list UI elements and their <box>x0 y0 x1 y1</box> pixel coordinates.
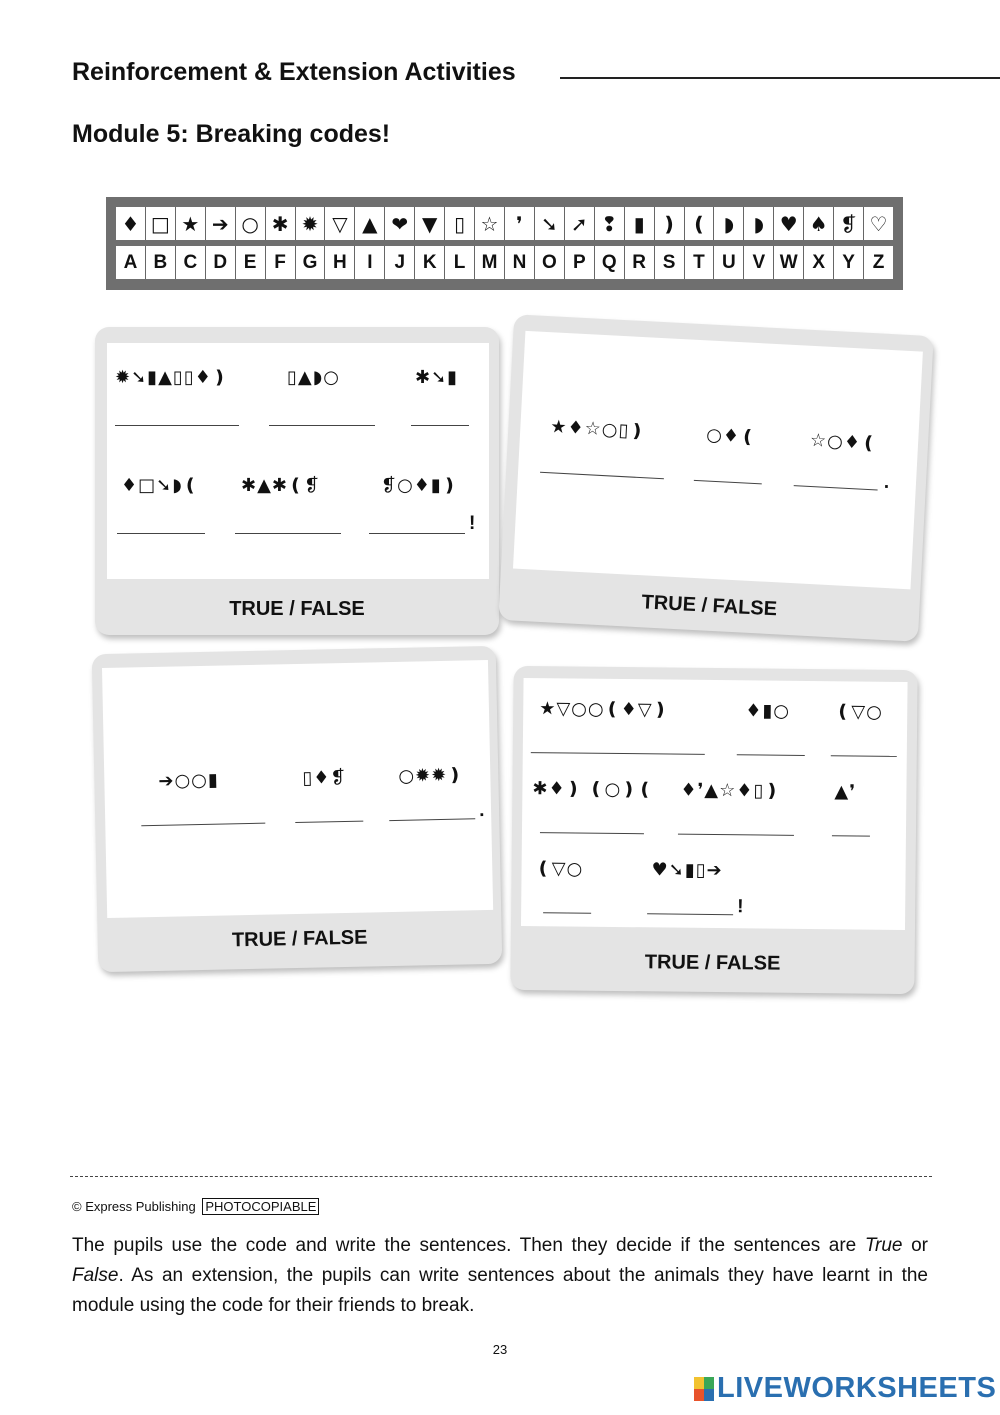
true-word: True <box>864 1235 903 1256</box>
module-title: Module 5: Breaking codes! <box>72 120 391 148</box>
code-symbol-cell: ▲ <box>355 207 385 240</box>
code-letter-cell: L <box>445 246 475 279</box>
logo-block <box>704 1377 714 1389</box>
answer-blank[interactable] <box>389 818 475 821</box>
code-symbol-cell: ❢ <box>595 207 625 240</box>
true-false-label[interactable]: TRUE / FALSE <box>229 598 365 620</box>
logo-block <box>704 1389 714 1401</box>
code-letter-cell: E <box>236 246 266 279</box>
copyright-text: © Express Publishing <box>72 1199 196 1214</box>
title-rule <box>560 77 1000 79</box>
code-symbol-cell: ♡ <box>869 211 888 236</box>
code-symbol-cell: ◗ <box>714 207 744 240</box>
coded-word: ♦▮○ <box>745 700 791 722</box>
code-symbol-cell: ♥ <box>774 207 804 240</box>
code-letter-cell: D <box>206 246 236 279</box>
or-word: or <box>902 1235 928 1256</box>
logo-block <box>694 1389 704 1401</box>
code-symbol-cell: ✱ <box>266 207 296 240</box>
code-letter-cell: A <box>116 246 146 279</box>
answer-blank[interactable] <box>678 834 794 836</box>
code-letter-cell: K <box>415 246 445 279</box>
code-letter-cell: Q <box>595 246 625 279</box>
coded-word: ♦□➘◗❪ <box>121 475 199 496</box>
coded-word: ❪▽○ <box>835 701 883 723</box>
true-false-label[interactable]: TRUE / FALSE <box>644 951 781 975</box>
code-letter-cell: O <box>535 246 565 279</box>
answer-blank[interactable] <box>117 533 205 534</box>
end-punctuation: ! <box>469 513 476 534</box>
code-letter-cell: R <box>625 246 655 279</box>
code-symbol-cell: ❤ <box>385 207 415 240</box>
teacher-instructions <box>72 1231 928 1321</box>
code-symbol-cell: ❫ <box>655 207 685 240</box>
liveworksheets-logo[interactable] <box>694 1372 996 1405</box>
coded-word: ✱➘▮ <box>415 367 459 388</box>
code-symbol-cell: ❡ <box>834 207 864 240</box>
code-symbol-cell: ★ <box>176 207 206 240</box>
code-letter-cell: J <box>385 246 415 279</box>
coded-word: ○♦❪ <box>705 424 757 449</box>
card-answer-area <box>521 678 908 930</box>
code-letter-cell: I <box>355 246 385 279</box>
coded-word: ❡○♦▮❫ <box>381 475 458 496</box>
code-symbol-cell: ✹ <box>296 207 326 240</box>
end-punctuation: . <box>883 471 890 494</box>
code-symbol-cell: ▯ <box>445 207 475 240</box>
code-letter-cell: M <box>475 246 505 279</box>
code-symbol-cell: □ <box>146 207 176 240</box>
code-symbol-cell: ♦ <box>116 207 146 240</box>
code-letter-cell: Y <box>834 246 864 279</box>
code-letter-cell: B <box>146 246 176 279</box>
answer-blank[interactable] <box>737 754 805 756</box>
answer-blank[interactable] <box>141 823 265 827</box>
code-letter-cell: N <box>505 246 535 279</box>
logo-block <box>694 1377 704 1389</box>
true-false-label[interactable]: TRUE / FALSE <box>641 591 778 621</box>
code-symbol-cell: ▼ <box>415 207 445 240</box>
code-letter-cell: X <box>804 246 834 279</box>
card-answer-area <box>107 343 489 579</box>
answer-blank[interactable] <box>831 755 897 757</box>
false-word: False <box>72 1265 119 1286</box>
answer-blank[interactable] <box>531 752 705 755</box>
code-symbol-cell: ➘ <box>535 207 565 240</box>
cut-line <box>70 1176 932 1177</box>
code-symbol-cell: ☆ <box>475 207 505 240</box>
code-symbol-cell: ○ <box>236 207 266 240</box>
answer-blank[interactable] <box>832 835 870 836</box>
answer-blank[interactable] <box>369 533 465 534</box>
answer-blank[interactable] <box>411 425 469 426</box>
coded-word: ♥➘▮▯➔ <box>651 859 723 882</box>
code-card-1 <box>95 327 499 635</box>
answer-blank[interactable] <box>115 425 239 426</box>
card-answer-area <box>513 331 923 590</box>
code-symbol-cell: ❪ <box>685 207 715 240</box>
instructions-text-end: . As an extension, the pupils can write sentences about the animals they have learnt in the module using the code for their friends to break. <box>72 1265 928 1316</box>
answer-blank[interactable] <box>269 425 375 426</box>
answer-blank[interactable] <box>540 832 644 834</box>
code-card-3 <box>92 646 503 972</box>
code-letter-cell: Z <box>872 251 885 273</box>
code-symbols-row <box>116 207 893 240</box>
code-letter-cell: W <box>774 246 804 279</box>
logo-text: LIVEWORKSHEETS <box>717 1372 997 1404</box>
code-letter-cell: T <box>685 246 715 279</box>
coded-word: ➔○○▮ <box>158 769 220 792</box>
answer-blank[interactable] <box>540 472 664 479</box>
code-letter-cell: S <box>655 246 685 279</box>
answer-blank[interactable] <box>295 821 363 823</box>
coded-word: ▯♦❡ <box>302 766 347 789</box>
instructions-text: The pupils use the code and write the sentences. Then they decide if the sentences are <box>72 1235 865 1256</box>
photocopiable-badge: PHOTOCOPIABLE <box>202 1198 319 1215</box>
page-number: 23 <box>492 1342 508 1357</box>
answer-blank[interactable] <box>794 485 878 490</box>
code-symbol-cell: ➔ <box>206 207 236 240</box>
logo-blocks-icon <box>694 1377 714 1401</box>
code-symbol-cell: ❜ <box>505 207 535 240</box>
coded-word: ✱▲✱❪❡ <box>241 475 321 496</box>
code-letter-cell: C <box>176 246 206 279</box>
end-punctuation: ! <box>737 896 744 918</box>
copyright-note <box>72 1199 319 1214</box>
code-letter-cell: G <box>296 246 326 279</box>
coded-word: ▲❜ <box>834 781 857 803</box>
coded-word: ✱♦❫ ❪○❫❪ <box>532 778 654 801</box>
code-symbol-cell: ➚ <box>565 207 595 240</box>
coded-word: ♦❜▲☆♦▯❫ <box>680 779 781 802</box>
answer-blank[interactable] <box>694 480 762 485</box>
code-card-4 <box>510 666 917 994</box>
code-letter-cell: V <box>744 246 774 279</box>
code-symbol-cell: ◗ <box>744 207 774 240</box>
answer-blank[interactable] <box>543 912 591 914</box>
answer-blank[interactable] <box>235 533 341 534</box>
code-symbol-cell: ▮ <box>625 207 655 240</box>
code-symbol-cell: ♠ <box>804 207 834 240</box>
code-letter-cell: U <box>714 246 744 279</box>
coded-word: ▯▲◗○ <box>287 367 340 388</box>
coded-word: ★♦☆○▯❫ <box>549 416 646 443</box>
true-false-label[interactable]: TRUE / FALSE <box>231 926 368 952</box>
code-letters-row <box>116 246 893 279</box>
code-key-table <box>106 197 903 290</box>
code-card-2 <box>498 314 933 642</box>
code-letter-cell: H <box>325 246 355 279</box>
coded-word: ☆○♦❪ <box>809 429 878 455</box>
code-symbol-cell: ▽ <box>325 207 355 240</box>
coded-word: ❪▽○ <box>535 858 584 880</box>
answer-blank[interactable] <box>647 913 733 915</box>
card-answer-area <box>102 660 493 918</box>
code-letter-cell: F <box>266 246 296 279</box>
coded-word: ✹➘▮▲▯▯♦❫ <box>115 367 228 388</box>
coded-word: ★▽○○❪♦▽❫ <box>539 698 669 721</box>
code-letter-cell: P <box>565 246 595 279</box>
end-punctuation: . <box>478 800 485 822</box>
section-title: Reinforcement & Extension Activities <box>72 58 516 86</box>
coded-word: ○✹✹❫ <box>398 764 464 787</box>
